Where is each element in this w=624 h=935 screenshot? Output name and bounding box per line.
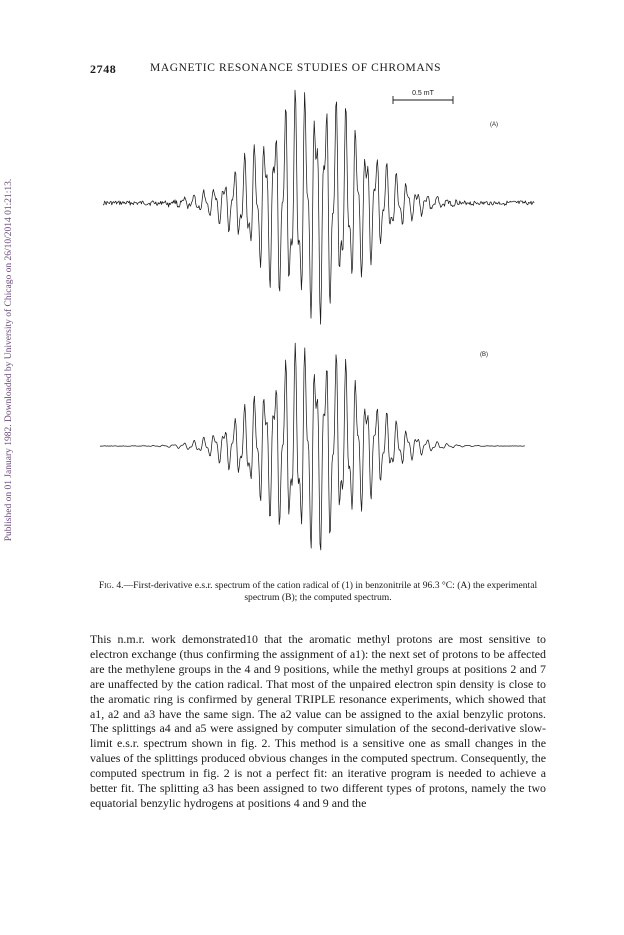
body-paragraph: This n.m.r. work demonstrated10 that the aromatic methyl protons are most sensitive to electron exchange (thus confirming the assignment of a1): the next set of protons to be affected are the methylene groups in the 4 and 9 positions, while the methyl groups at positions 2 and 7 are unaffected by the cation radical. That most of the unpaired electron spin density is close to the aromatic ring is confirmed by general TRIPLE resonance experiments, which showed that a1, a2 and a3 have the same sign. The a2 value can be assigned to the axial benzylic protons. The splittings a4 and a5 were assigned by computer simulation of the second-derivative slow-limit e.s.r. spectrum shown in fig. 2. This method is a sensitive one as small changes in the values of the splittings produced obvious changes in the computed spectrum. Consequently, the computed spectrum in fig. 2 is not a perfect fit: an iterative program is needed to achieve a better fit. The splitting a3 has been assigned to two different types of protons, namely the two equatorial benzylic hydrogens at positions 4 and 9 and the	[90, 632, 546, 810]
running-title: MAGNETIC RESONANCE STUDIES OF CHROMANS	[150, 62, 442, 74]
panel-b-label: (B)	[480, 352, 488, 358]
page-header	[90, 62, 550, 78]
download-notice	[2, 150, 16, 570]
scale-bar	[393, 96, 453, 104]
spectrum-drawing	[95, 88, 540, 563]
panel-a-label: (A)	[490, 122, 498, 128]
download-notice-text: Published on 01 January 1982. Downloaded by University of Chicago on 26/10/2014 01:21:13.	[4, 178, 14, 542]
figure-caption	[92, 580, 544, 604]
experimental-spectrum-trace	[103, 90, 534, 324]
figure-caption-text: —First-derivative e.s.r. spectrum of the cation radical of (1) in benzonitrile at 96.3 °C: (A) the experimental spectrum (B); the computed spectrum.	[123, 580, 538, 603]
esr-spectrum-figure	[95, 88, 540, 563]
scale-bar-label: 0.5 mT	[412, 90, 434, 97]
figure-caption-label: Fig. 4.	[98, 580, 124, 591]
page-number: 2748	[90, 62, 117, 76]
computed-spectrum-trace	[100, 343, 525, 550]
